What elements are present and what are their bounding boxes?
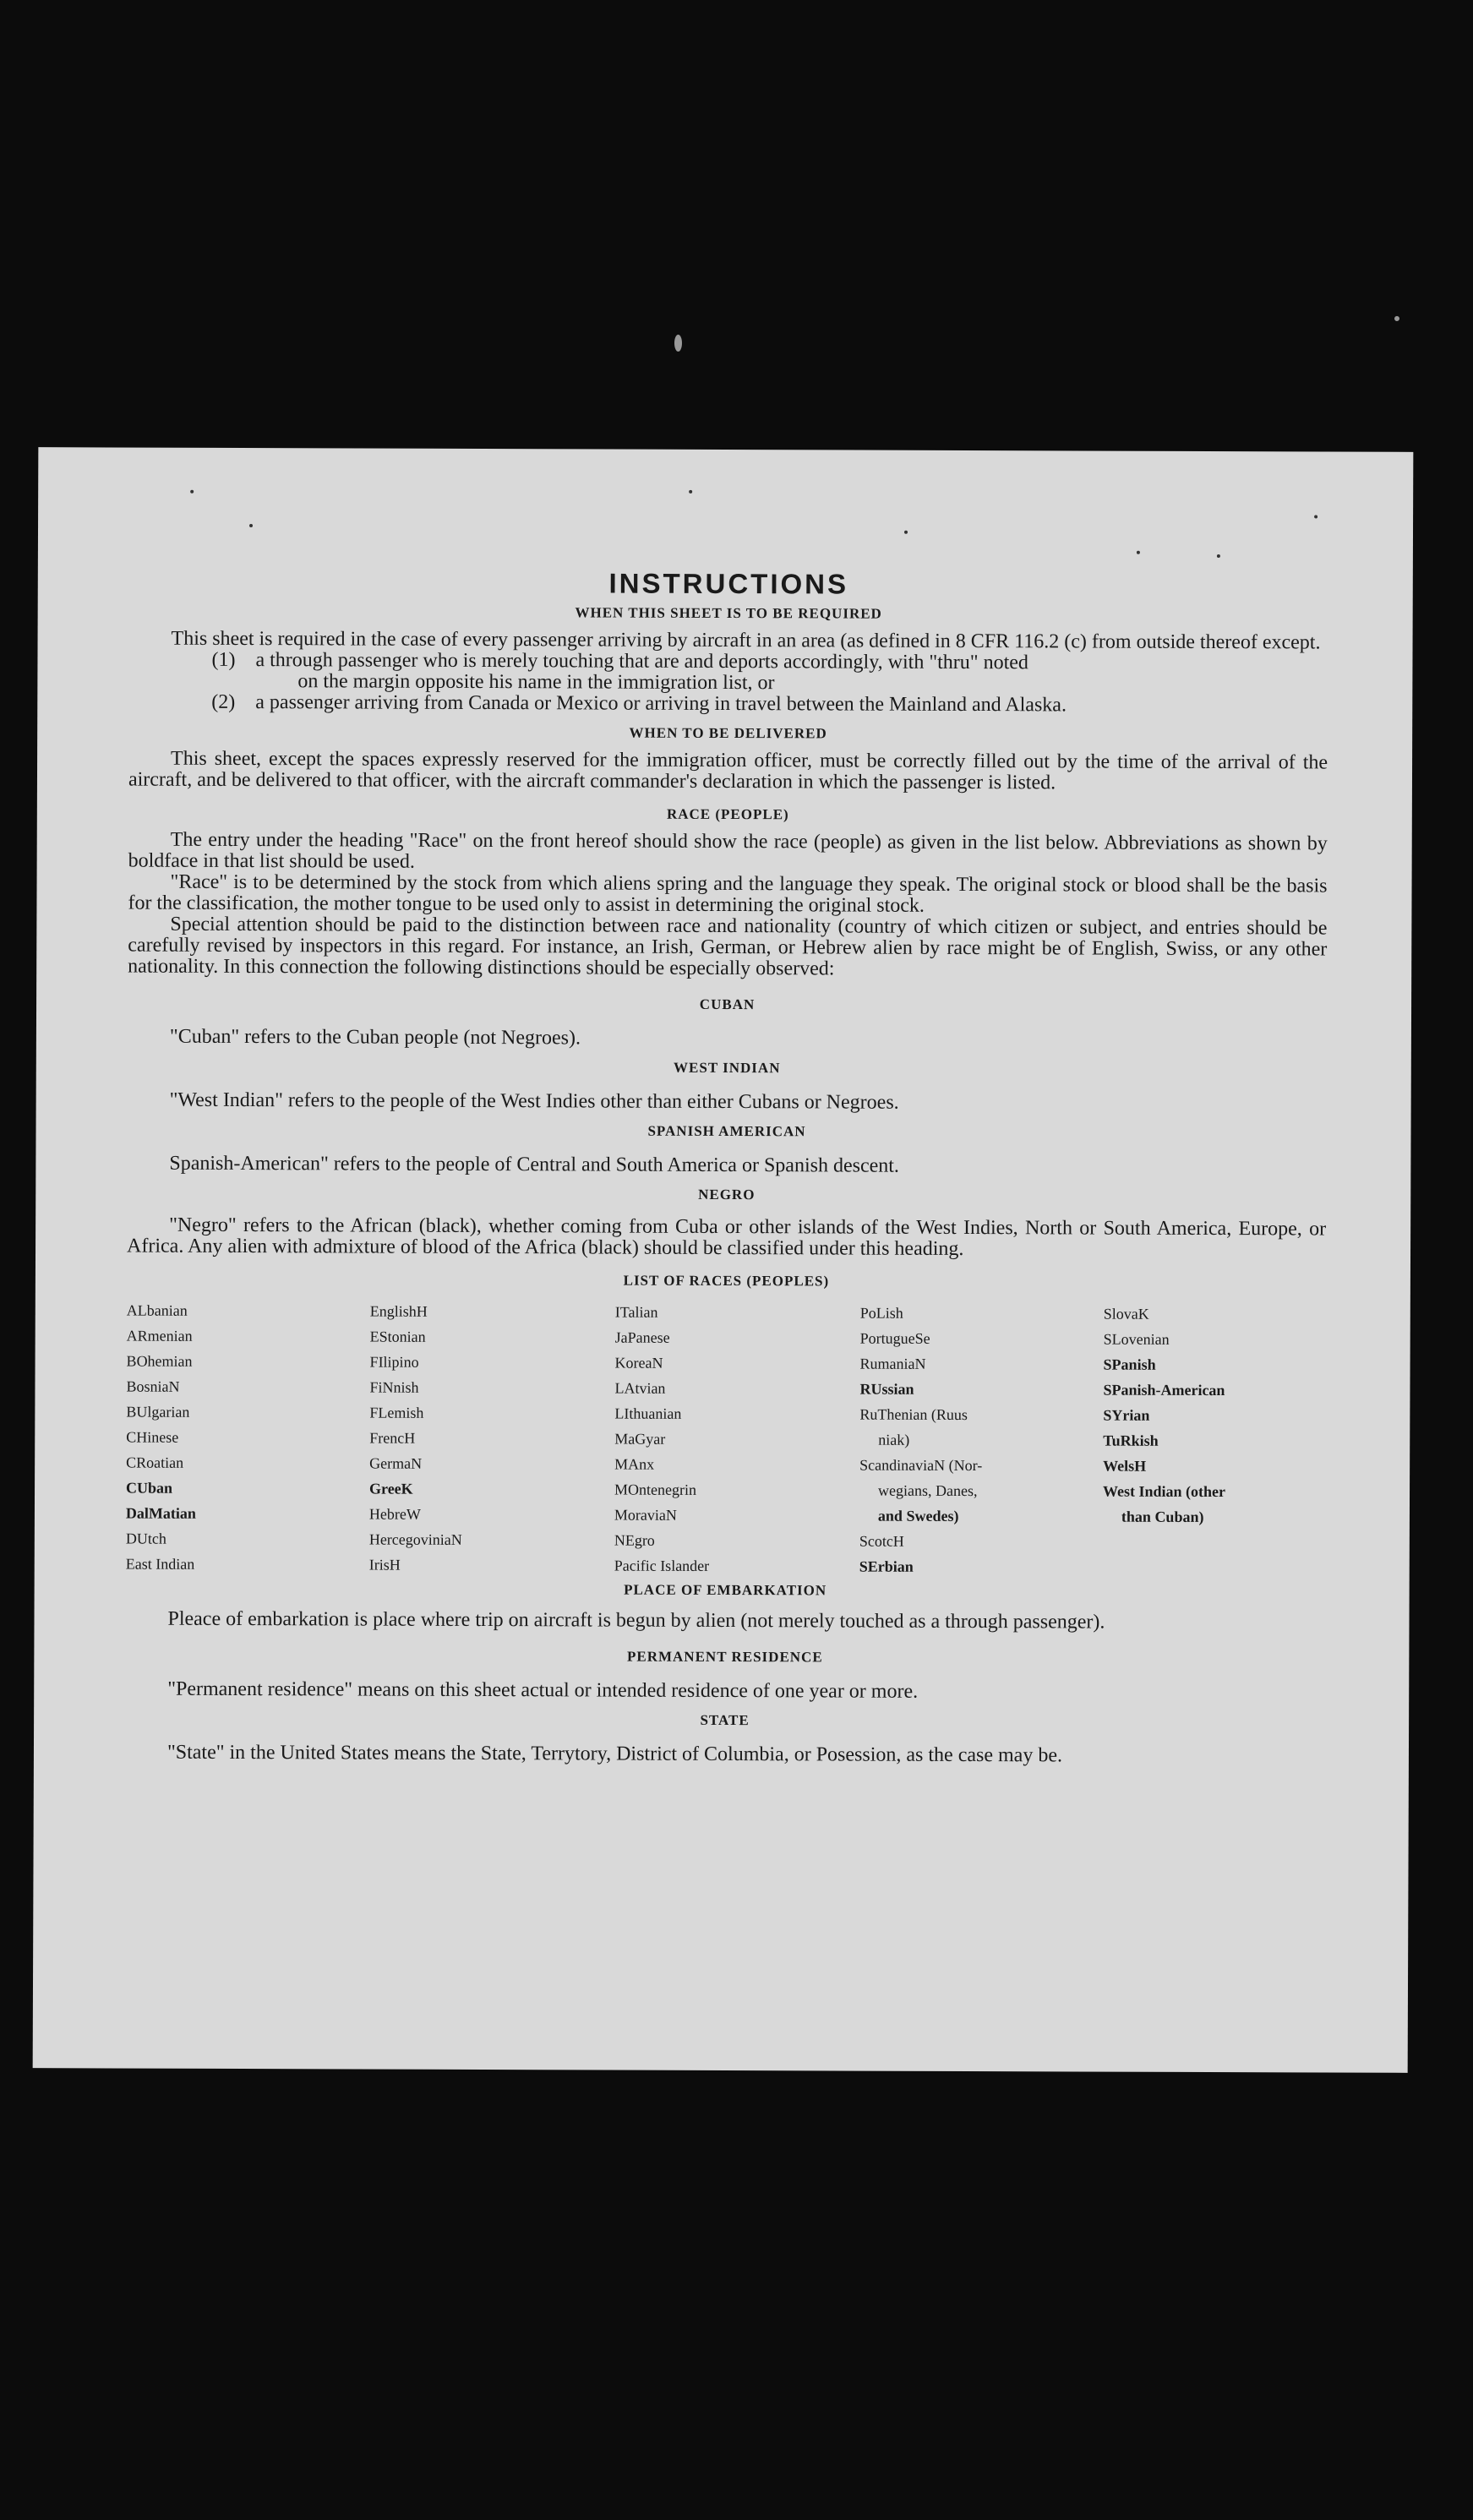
speck xyxy=(904,531,908,534)
paragraph: Spanish-American" refers to the people of Central and South America or Spanish descent. xyxy=(169,1152,899,1177)
section-heading: PERMANENT RESIDENCE xyxy=(626,1648,823,1666)
section-heading: RACE (PEOPLE) xyxy=(666,805,789,823)
race-item: HebreW xyxy=(368,1505,421,1523)
paragraph: "Negro" refers to the African (black), whether coming from Cuba or other islands of the West Indies, North or South America, Europe, or Africa. Any alien with admixture of blood of the Africa (black) should be classified under this heading. xyxy=(127,1214,1327,1260)
speck xyxy=(190,490,194,494)
race-item: HercegoviniaN xyxy=(368,1530,462,1548)
section-required xyxy=(128,603,1328,717)
race-item: East Indian xyxy=(125,1555,195,1573)
races-column xyxy=(614,1300,860,1579)
race-item: niak) xyxy=(878,1431,910,1448)
speck xyxy=(689,490,692,494)
speck xyxy=(1137,551,1140,554)
section-heading: CUBAN xyxy=(699,995,756,1013)
race-item: GermaN xyxy=(369,1454,423,1472)
race-item: IrisH xyxy=(368,1556,401,1574)
race-item: CRoatian xyxy=(126,1454,184,1471)
paragraph: "Race" is to be determined by the stock from which aliens spring and the language they speak. The original stock or blood shall be the basis for the classification, the mother tongue to be used only to assist in determining the original stock. xyxy=(128,870,1328,917)
section-west-indian xyxy=(128,1058,1327,1115)
race-item: ScandinaviaN (Nor- xyxy=(859,1456,983,1475)
section-state xyxy=(125,1710,1324,1768)
section-heading: SPANISH AMERICAN xyxy=(647,1122,806,1140)
race-item: SPanish xyxy=(1103,1355,1156,1373)
speck xyxy=(249,524,253,527)
section-cuban xyxy=(128,995,1327,1052)
race-item: SPanish-American xyxy=(1103,1381,1225,1399)
race-item: FiNnish xyxy=(369,1378,419,1396)
race-item: PortugueSe xyxy=(859,1329,930,1347)
paragraph: Pleace of embarkation is place where trip on aircraft is begun by alien (not merely touched as a through passenger). xyxy=(167,1607,1105,1634)
races-column xyxy=(126,1298,370,1578)
section-permanent-residence xyxy=(125,1647,1324,1705)
race-item: JaPanese xyxy=(614,1328,670,1346)
race-item: and Swedes) xyxy=(877,1507,959,1525)
race-item: LAtvian xyxy=(614,1379,666,1397)
exception-list xyxy=(128,650,1328,717)
race-item: NEgro xyxy=(614,1531,655,1549)
section-negro xyxy=(127,1185,1326,1262)
section-heading: WHEN TO BE DELIVERED xyxy=(629,724,827,742)
race-item: MOntenegrin xyxy=(614,1481,697,1498)
race-item: SlovaK xyxy=(1103,1305,1149,1323)
section-delivered xyxy=(128,723,1328,795)
race-item: MaGyar xyxy=(614,1430,666,1448)
race-item: than Cuban) xyxy=(1121,1508,1204,1525)
exception-item xyxy=(128,692,1328,717)
race-item: RuThenian (Ruus xyxy=(859,1405,968,1424)
race-item: EnglishH xyxy=(369,1302,428,1320)
race-item: BOhemian xyxy=(126,1352,193,1370)
race-item: DUtch xyxy=(125,1530,166,1547)
race-item: ITalian xyxy=(614,1303,658,1321)
race-item: GreeK xyxy=(369,1480,413,1497)
paragraph: This sheet, except the spaces expressly reserved for the immigration officer, must be correctly filled out by the time of the arrival of the aircraft, and be delivered to that officer, with the aircraft commander's declaration in which the passenger is listed. xyxy=(128,747,1328,794)
speck xyxy=(1217,554,1220,558)
race-item: LIthuanian xyxy=(614,1405,682,1422)
race-item: MAnx xyxy=(614,1455,655,1473)
section-race xyxy=(128,805,1328,982)
races-column xyxy=(1103,1301,1323,1581)
section-heading: LIST OF RACES (PEOPLES) xyxy=(623,1272,830,1290)
race-item: CUban xyxy=(126,1479,173,1497)
section-spanish-american xyxy=(127,1121,1326,1179)
paragraph: "Permanent residence" means on this sheet actual or intended residence of one year or more. xyxy=(167,1677,919,1703)
race-item: SLovenian xyxy=(1103,1330,1170,1348)
film-speck xyxy=(1394,316,1399,321)
paragraph: The entry under the heading "Race" on the front hereof should show the race (people) as given in the list below. Abbreviations as shown by boldface in that list should be used. xyxy=(128,828,1328,873)
paragraph: "Cuban" refers to the Cuban people (not Negroes). xyxy=(169,1025,581,1050)
race-item: FIlipino xyxy=(369,1353,419,1371)
races-table xyxy=(126,1298,1326,1581)
race-item: KoreaN xyxy=(614,1354,663,1372)
race-item: SErbian xyxy=(859,1557,914,1575)
race-item: MoraviaN xyxy=(614,1506,677,1524)
race-item: RUssian xyxy=(859,1380,914,1398)
race-item: FLemish xyxy=(369,1404,424,1421)
exception-continuation: on the margin opposite his name in the immigration list, or xyxy=(297,670,775,695)
race-item: RumaniaN xyxy=(859,1355,926,1372)
page-title: INSTRUCTIONS xyxy=(608,567,849,600)
race-item: FrencH xyxy=(369,1429,416,1447)
race-item: PoLish xyxy=(859,1304,903,1322)
race-item: CHinese xyxy=(126,1428,179,1446)
race-item: ARmenian xyxy=(126,1327,193,1345)
instruction-sheet xyxy=(33,447,1414,2073)
exception-text: a through passenger who is merely touching that are and deports accordingly, with "thru" noted xyxy=(255,649,1028,674)
section-heading: NEGRO xyxy=(698,1186,756,1203)
race-item: TuRkish xyxy=(1103,1432,1159,1449)
race-item: SYrian xyxy=(1103,1406,1150,1424)
race-item: ALbanian xyxy=(126,1301,188,1319)
paragraph: This sheet is required in the case of every passenger arriving by aircraft in an area (as defined in 8 CFR 116.2 (c) from outside thereof except. xyxy=(171,627,1321,654)
section-heading: WHEN THIS SHEET IS TO BE REQUIRED xyxy=(575,604,882,622)
paragraph: "State" in the United States means the State, Terrytory, District of Columbia, or Posession, as the case may be. xyxy=(166,1741,1063,1767)
exception-number: (2) xyxy=(211,690,236,713)
race-item: BUlgarian xyxy=(126,1403,190,1421)
race-item: wegians, Danes, xyxy=(878,1481,978,1500)
section-races-list xyxy=(126,1271,1326,1581)
film-speck xyxy=(674,335,682,352)
section-heading: STATE xyxy=(700,1711,750,1729)
races-column xyxy=(859,1301,1104,1580)
race-item: ScotcH xyxy=(859,1532,904,1550)
speck xyxy=(1314,515,1318,518)
race-item: DalMatian xyxy=(125,1504,196,1522)
race-item: BosniaN xyxy=(126,1377,180,1395)
exception-text: a passenger arriving from Canada or Mexico or arriving in travel between the Mainland and Alaska. xyxy=(255,691,1067,717)
paragraph: "West Indian" refers to the people of the West Indies other than either Cubans or Negroes. xyxy=(169,1088,899,1114)
race-item: WelsH xyxy=(1103,1457,1147,1475)
section-heading: WEST INDIAN xyxy=(674,1059,781,1077)
section-heading: PLACE OF EMBARKATION xyxy=(624,1581,827,1599)
paragraph: Special attention should be paid to the distinction between race and nationality (country of which citizen or subject, and entries should be carefully revised by inspectors in this regard. For instance, an Irish, German, or Hebrew alien by race might be of English, Swiss, or any other nationality. In this connection the following distinctions should be especially observed: xyxy=(128,913,1328,980)
races-column xyxy=(369,1299,615,1579)
race-item: West Indian (other xyxy=(1103,1482,1226,1501)
race-item: EStonian xyxy=(369,1328,426,1345)
exception-number: (1) xyxy=(211,648,236,671)
section-embarkation xyxy=(125,1580,1324,1634)
race-item: Pacific Islander xyxy=(614,1557,710,1574)
